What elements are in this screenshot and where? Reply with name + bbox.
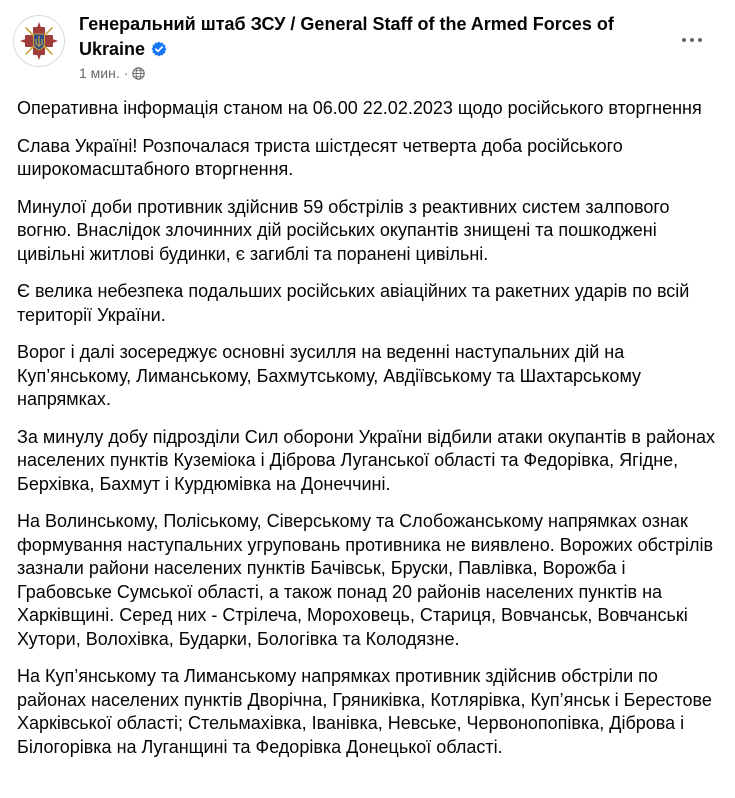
more-options-dot xyxy=(698,38,702,42)
post-paragraph: Оперативна інформація станом на 06.00 22.02.2023 щодо російського вторгнення xyxy=(17,98,702,118)
post-content xyxy=(17,97,722,773)
more-options-dot xyxy=(690,38,694,42)
verified-badge-icon xyxy=(151,41,167,57)
more-options-icon xyxy=(682,38,686,42)
post-paragraph: Минулої доби противник здійснив 59 обстрілів з реактивних систем залпового вогню. Внаслідок злочинних дій російських окупантів знищені та пошкоджені цивільні житлові будинки, є загиблі та поранені цивільні. xyxy=(17,196,670,264)
post-paragraph: Ворог і далі зосереджує основні зусилля на веденні наступальних дій на Куп’янському, Лиманському, Бахмутському, Авдіївському та Шахтарському напрямках. xyxy=(17,342,642,409)
emblem-icon xyxy=(14,16,64,66)
globe-icon[interactable] xyxy=(132,67,145,80)
post-timestamp[interactable]: 1 мин. xyxy=(79,65,120,81)
post-paragraph: На Куп’янському та Лиманському напрямках противник здійснив обстріли по районах населених пунктів Дворічна, Гряниківка, Котлярівка, Куп’янськ і Берестове Харківської області; Стельмахівка, Іванівка, Невське, Червонопопівка, Діброва і Білогорівка на Луганщині та Федорівка Донецької області. xyxy=(17,666,712,757)
post-meta xyxy=(79,64,145,82)
post-paragraph: Є велика небезпека подальших російських авіаційних та ракетних ударів по всій території України. xyxy=(17,281,690,325)
post-paragraph: За минулу добу підрозділи Сил оборони України відбили атаки окупантів в районах населених пунктів Куземіока і Діброва Луганської області та Федорівка, Ягідне, Берхівка, Бахмут і Курдюмівка на Донеччині. xyxy=(17,426,715,494)
page-name: Генеральний штаб ЗСУ / General Staff of the Armed Forces of Ukraine xyxy=(79,14,614,59)
post-paragraph: На Волинському, Поліському, Сіверському та Слобожанському напрямках ознак формування наступальних угруповань противника не виявлено. Ворожих обстрілів зазнали райони населених пунктів Бачівськ, Бруски, Павлівка, Ворожба і Грабовське Сумської області, а також понад 20 районів населених пунктів на Харківщині. Серед них - Стрілеча, Мороховець, Стариця, Вовчанськ, Вовчанські Хутори, Волохівка, Бударки, Бологівка та Колодязне. xyxy=(17,511,714,649)
page-name-link[interactable] xyxy=(79,12,659,62)
more-options-button[interactable] xyxy=(674,22,710,58)
post-paragraph: Слава Україні! Розпочалася триста шістдесят четверта доба російського широкомасштабного вторгнення. xyxy=(17,135,623,179)
meta-separator: · xyxy=(123,65,129,81)
page-avatar[interactable] xyxy=(13,15,65,67)
post-header xyxy=(0,0,735,90)
